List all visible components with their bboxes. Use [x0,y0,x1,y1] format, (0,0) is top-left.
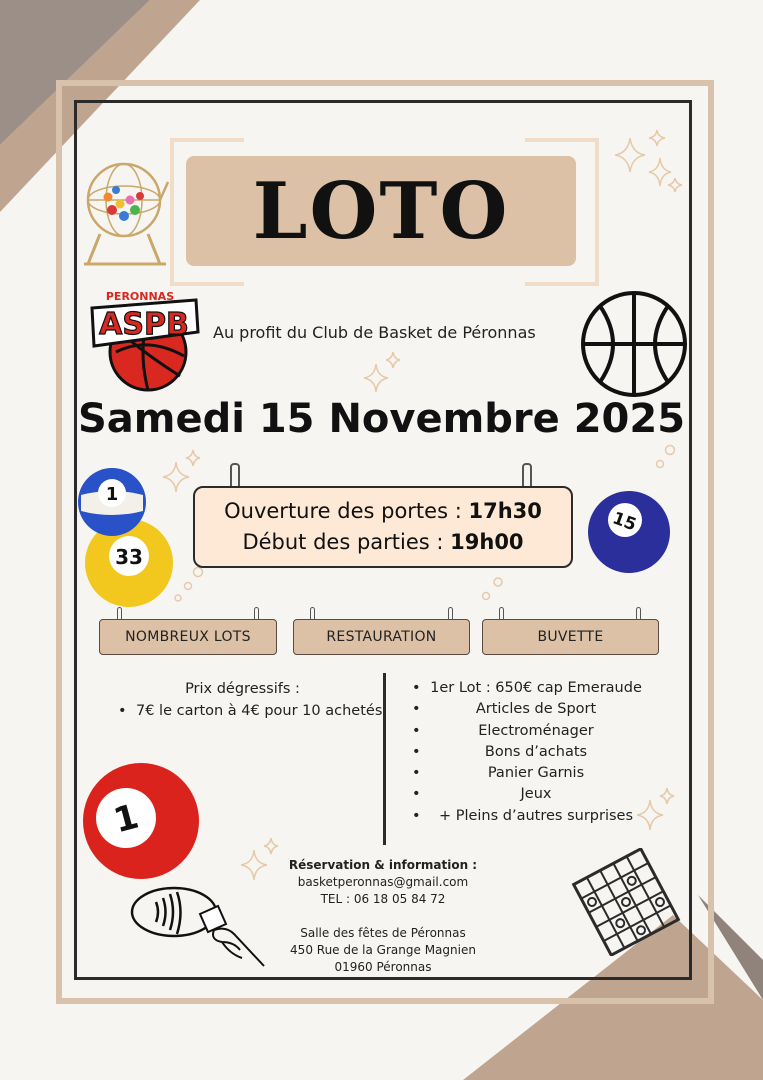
bingo-card-icon [566,848,686,956]
contactless-payment-icon [130,884,280,974]
doors-time: 17h30 [468,499,542,523]
bullet: • [412,701,421,718]
tag-label: RESTAURATION [326,629,437,645]
contact-email: basketperonnas@gmail.com [297,875,469,889]
bubble-decoration [650,440,680,475]
list-item [412,699,642,720]
prize-text: Electroménager [478,722,594,739]
club-logo [86,286,202,396]
ball-15 [587,490,671,574]
bingo-cage-icon [80,152,170,270]
prizes-list [412,678,642,827]
ball-1-red [82,762,200,880]
prize-text: Jeux [520,786,552,803]
prize-text: Panier Garnis [487,765,585,782]
price-section [100,678,385,722]
vertical-divider [383,673,386,845]
sparkle-icon [362,350,404,394]
bubble-decoration [168,562,208,606]
bullet: • [412,743,421,760]
subtitle: Au profit du Club de Basket de Péronnas [213,323,536,342]
games-label: Début des parties : [242,530,451,554]
tag-label: BUVETTE [537,629,604,645]
games-start [242,527,523,558]
doors-label: Ouverture des portes : [224,499,469,523]
event-date: Samedi 15 Novembre 2025 [77,396,686,442]
title-box [186,156,576,266]
bullet: • [412,722,421,739]
bullet: • [412,680,421,696]
ball-1-red-number: 1 [109,796,143,842]
contact-phone: TEL : 06 18 05 84 72 [320,892,446,906]
ball-15-number: 15 [609,508,639,536]
event-title: LOTO [252,165,510,257]
sparkle-icon [636,786,678,832]
games-time: 19h00 [450,530,524,554]
list-item [412,763,642,784]
price-item [100,700,385,722]
club-logo-top-text: PERONNAS [105,290,175,303]
venue-street: 450 Rue de la Grange Magnien [290,943,476,957]
tag-restauration [293,619,470,655]
venue-name: Salle des fêtes de Péronnas [300,926,466,940]
basketball-icon [580,290,688,398]
ball-1-blue-number: 1 [105,484,119,505]
list-item [412,784,642,805]
list-item [412,678,642,699]
list-item [412,806,642,827]
tag-nombreux-lots [99,619,277,655]
list-item [412,742,642,763]
hours-box [193,486,573,568]
price-item-text: 7€ le carton à 4€ pour 10 achetés [136,703,383,719]
price-title: Prix dégressifs : [185,681,300,697]
bubble-decoration [474,572,508,606]
doors-opening [224,496,542,527]
list-item [412,721,642,742]
bullet: • [412,786,421,803]
bullet: • [412,765,421,782]
sparkle-icon [615,128,685,208]
tag-buvette [482,619,659,655]
ball-1-blue [77,467,147,537]
prize-text: + Pleins d’autres surprises [438,807,634,824]
club-logo-main-text: ASPB [99,307,189,342]
ball-33-number: 33 [115,545,143,569]
prize-text: 1er Lot : 650€ cap Emeraude [430,680,642,696]
venue-city: 01960 Péronnas [334,960,432,974]
bullet: • [412,807,421,824]
prize-text: Articles de Sport [475,701,597,718]
bullet: • [118,703,127,719]
contact-heading: Réservation & information : [288,858,478,872]
tag-label: NOMBREUX LOTS [125,629,251,645]
prize-text: Bons d’achats [484,743,588,760]
